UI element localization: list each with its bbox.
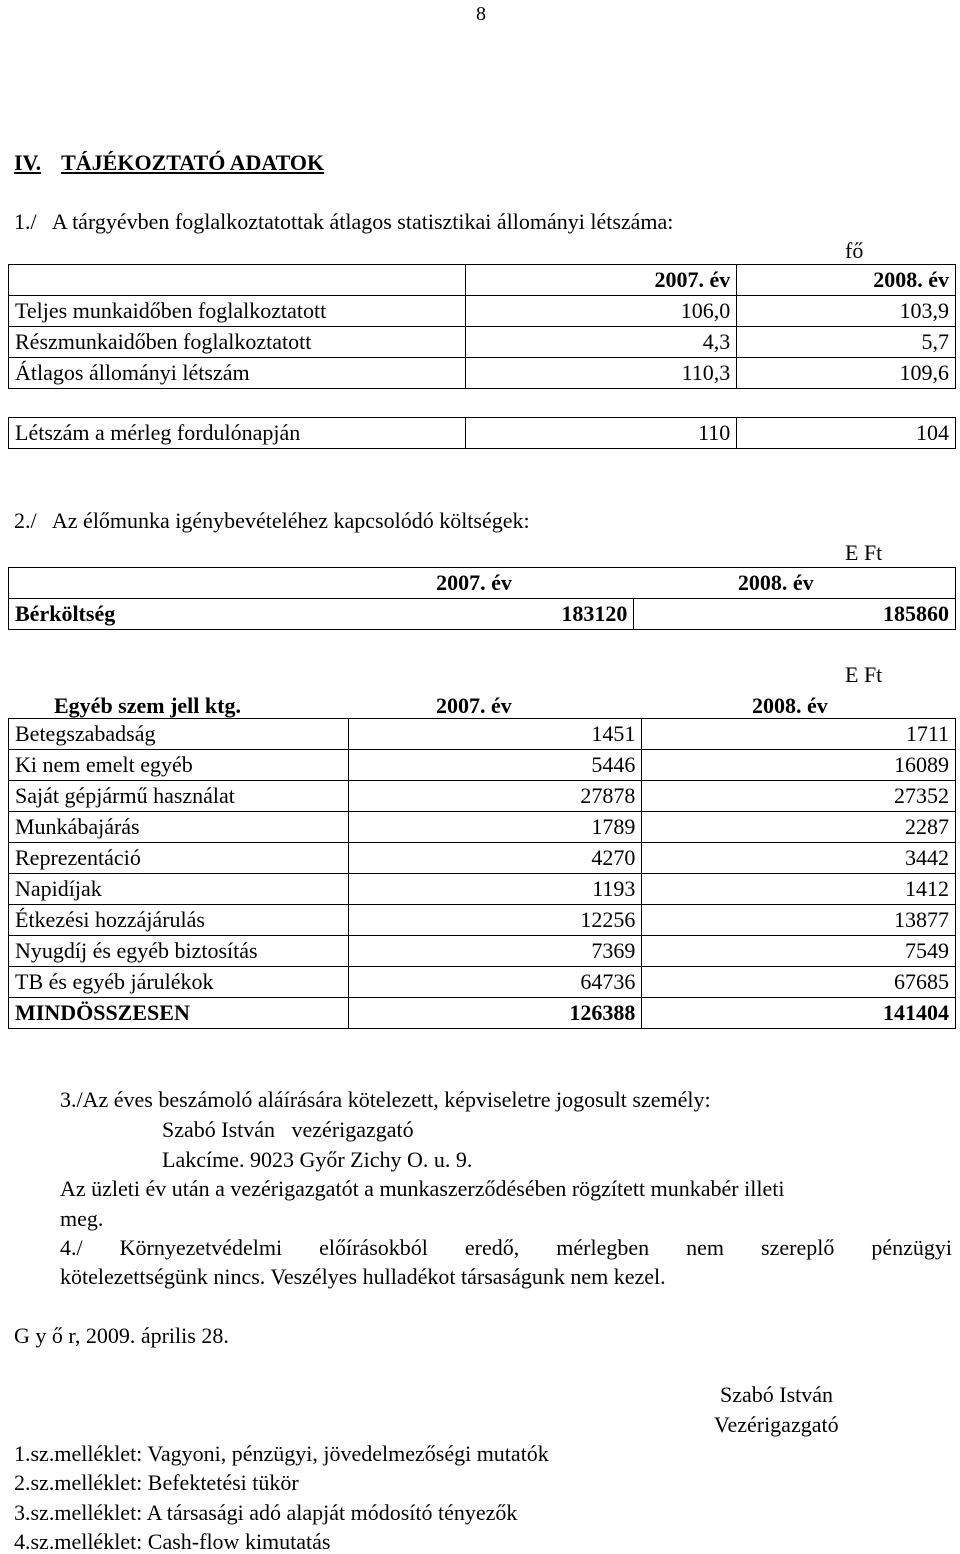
section-title	[14, 152, 324, 174]
cell-2008: 1412	[642, 874, 956, 905]
attachment-1: 1.sz.melléklet: Vagyoni, pénzügyi, jövedelmezőségi mutatók	[14, 1441, 549, 1466]
table-row	[9, 358, 956, 389]
table-row	[9, 812, 956, 843]
s3-note-line2: meg.	[60, 1206, 104, 1231]
row-label: Teljes munkaidőben foglalkoztatott	[9, 296, 466, 327]
row-label: Részmunkaidőben foglalkoztatott	[9, 327, 466, 358]
table-row	[9, 781, 956, 812]
attachment-3: 3.sz.melléklet: A társasági adó alapját módosító tényezők	[14, 1500, 518, 1525]
other-costs-table	[8, 718, 956, 1029]
s2-heading: 2./ Az élőmunka igénybevételéhez kapcsolódó költségek:	[14, 508, 530, 533]
table-row	[9, 936, 956, 967]
cell-2008: 27352	[642, 781, 956, 812]
cell-2007: 110,3	[465, 358, 737, 389]
s2-unit-2: E Ft	[845, 662, 883, 687]
table-row	[9, 843, 956, 874]
table-row	[9, 967, 956, 998]
cell-2008: 185860	[634, 599, 956, 630]
row-label: Reprezentáció	[9, 843, 349, 874]
row-label: Betegszabadság	[9, 719, 349, 750]
cell-2007: 5446	[348, 750, 642, 781]
cell-2008: 67685	[642, 967, 956, 998]
cell-2008: 2287	[642, 812, 956, 843]
section-title-text: TÁJÉKOZTATÓ ADATOK	[61, 150, 325, 175]
table-row	[9, 568, 956, 599]
row-label: Átlagos állományi létszám	[9, 358, 466, 389]
s1-unit: fő	[845, 238, 864, 263]
balance-table	[8, 417, 956, 449]
s1-heading: 1./ A tárgyévben foglalkoztatottak átlagos statisztikai állományi létszáma:	[14, 209, 674, 234]
cell-2008: 13877	[642, 905, 956, 936]
other-costs-header: Egyéb szem jell ktg.	[54, 693, 241, 718]
cell-2007: 7369	[348, 936, 642, 967]
total-2007: 126388	[348, 998, 642, 1029]
row-label: Létszám a mérleg fordulónapján	[9, 418, 466, 449]
cell-2008: 104	[737, 418, 956, 449]
place-date: G y ő r, 2009. április 28.	[14, 1323, 229, 1348]
cell-2008: 5,7	[737, 327, 956, 358]
header-blank	[9, 568, 269, 599]
s2-unit: E Ft	[845, 540, 883, 565]
signature-title: Vezérigazgató	[714, 1412, 839, 1437]
table-row	[9, 905, 956, 936]
table-row	[9, 599, 956, 630]
s3-address: Lakcíme. 9023 Győr Zichy O. u. 9.	[162, 1147, 473, 1172]
cell-2007: 183120	[268, 599, 634, 630]
row-label: Ki nem emelt egyéb	[9, 750, 349, 781]
other-header-2008: 2008. év	[752, 693, 828, 718]
cell-2008: 16089	[642, 750, 956, 781]
cell-2007: 4270	[348, 843, 642, 874]
other-header-2007: 2007. év	[436, 693, 512, 718]
table-row	[9, 998, 956, 1029]
header-2007: 2007. év	[268, 568, 634, 599]
header-blank	[9, 265, 466, 296]
cell-2007: 4,3	[465, 327, 737, 358]
page-number: 8	[476, 3, 486, 25]
row-label: Nyugdíj és egyéb biztosítás	[9, 936, 349, 967]
row-label: TB és egyéb járulékok	[9, 967, 349, 998]
s3-heading: 3./Az éves beszámoló aláírására kötelezett, képviseletre jogosult személy:	[60, 1087, 711, 1112]
cell-2007: 106,0	[465, 296, 737, 327]
table-row	[9, 265, 956, 296]
cell-2008: 3442	[642, 843, 956, 874]
total-label: MINDÖSSZESEN	[9, 998, 349, 1029]
row-label: Munkábajárás	[9, 812, 349, 843]
row-label: Saját gépjármű használat	[9, 781, 349, 812]
cell-2008: 7549	[642, 936, 956, 967]
total-2008: 141404	[642, 998, 956, 1029]
row-label: Étkezési hozzájárulás	[9, 905, 349, 936]
headcount-table	[8, 264, 956, 389]
s4-line2: kötelezettségünk nincs. Veszélyes hulladékot társaságunk nem kezel.	[60, 1264, 666, 1289]
s4-line1: 4./ Környezetvédelmi előírásokból eredő, mérlegben nem szereplő pénzügyi	[60, 1235, 952, 1260]
signature-name: Szabó István	[720, 1382, 834, 1407]
table-row	[9, 327, 956, 358]
header-2008: 2008. év	[634, 568, 956, 599]
cell-2007: 1193	[348, 874, 642, 905]
table-row	[9, 719, 956, 750]
cell-2007: 1789	[348, 812, 642, 843]
table-row	[9, 296, 956, 327]
cell-2007: 27878	[348, 781, 642, 812]
cell-2007: 64736	[348, 967, 642, 998]
attachment-2: 2.sz.melléklet: Befektetési tükör	[14, 1470, 299, 1495]
s3-person: Szabó István vezérigazgató	[162, 1117, 414, 1142]
attachment-4: 4.sz.melléklet: Cash-flow kimutatás	[14, 1529, 331, 1554]
cell-2008: 109,6	[737, 358, 956, 389]
cell-2007: 110	[465, 418, 737, 449]
table-row	[9, 874, 956, 905]
row-label: Bérköltség	[9, 599, 269, 630]
section-number: IV.	[14, 150, 42, 175]
wage-table	[8, 567, 956, 630]
s3-note-line1: Az üzleti év után a vezérigazgatót a munkaszerződésében rögzített munkabér illeti	[60, 1176, 785, 1201]
header-2008: 2008. év	[737, 265, 956, 296]
cell-2008: 103,9	[737, 296, 956, 327]
table-row	[9, 750, 956, 781]
header-2007: 2007. év	[465, 265, 737, 296]
table-row	[9, 418, 956, 449]
cell-2007: 12256	[348, 905, 642, 936]
row-label: Napidíjak	[9, 874, 349, 905]
cell-2007: 1451	[348, 719, 642, 750]
cell-2008: 1711	[642, 719, 956, 750]
